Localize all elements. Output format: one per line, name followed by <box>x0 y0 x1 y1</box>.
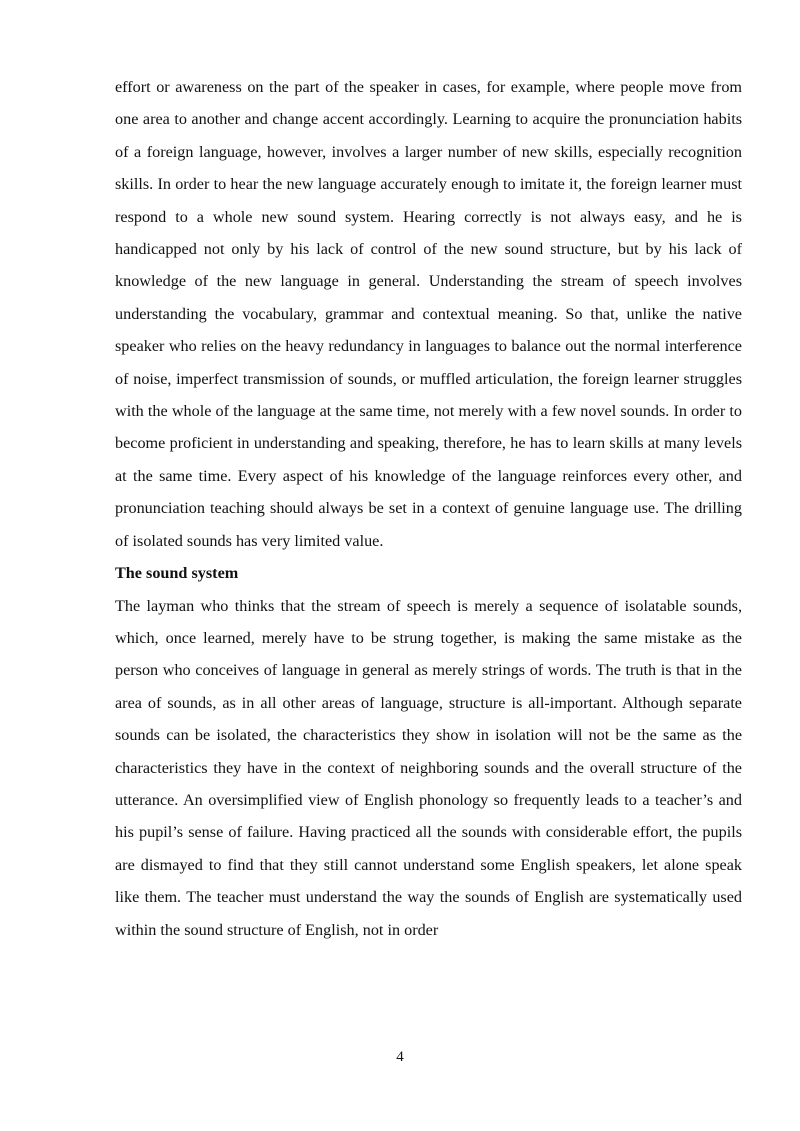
page-content <box>115 71 742 946</box>
body-paragraph-1: effort or awareness on the part of the speaker in cases, for example, where people move from one area to another and change accent accordingly. Learning to acquire the pronunciation habits of a foreign language, however, involves a larger number of new skills, especially recognition skills. In order to hear the new language accurately enough to imitate it, the foreign learner must respond to a whole new sound system. Hearing correctly is not always easy, and he is handicapped not only by his lack of control of the new sound structure, but by his lack of knowledge of the new language in general. Understanding the stream of speech involves understanding the vocabulary, grammar and contextual meaning. So that, unlike the native speaker who relies on the heavy redundancy in languages to balance out the normal interference of noise, imperfect transmission of sounds, or muffled articulation, the foreign learner struggles with the whole of the language at the same time, not merely with a few novel sounds. In order to become proficient in understanding and speaking, therefore, he has to learn skills at many levels at the same time. Every aspect of his knowledge of the language reinforces every other, and pronunciation teaching should always be set in a context of genuine language use. The drilling of isolated sounds has very limited value. <box>115 78 742 550</box>
body-paragraph-2: The layman who thinks that the stream of speech is merely a sequence of isolatable sounds, which, once learned, merely have to be strung together, is making the same mistake as the person who conceives of language in general as merely strings of words. The truth is that in the area of sounds, as in all other areas of language, structure is all-important. Although separate sounds can be isolated, the characteristics they show in isolation will not be the same as the characteristics they have in the context of neighboring sounds and the overall structure of the utterance. An oversimplified view of English phonology so frequently leads to a teacher’s and his pupil’s sense of failure. Having practiced all the sounds with considerable effort, the pupils are dismayed to find that they still cannot understand some English speakers, let alone speak like them. The teacher must understand the way the sounds of English are systematically used within the sound structure of English, not in order <box>115 596 742 939</box>
section-heading: The sound system <box>115 564 239 583</box>
page-number: 4 <box>396 1049 404 1065</box>
